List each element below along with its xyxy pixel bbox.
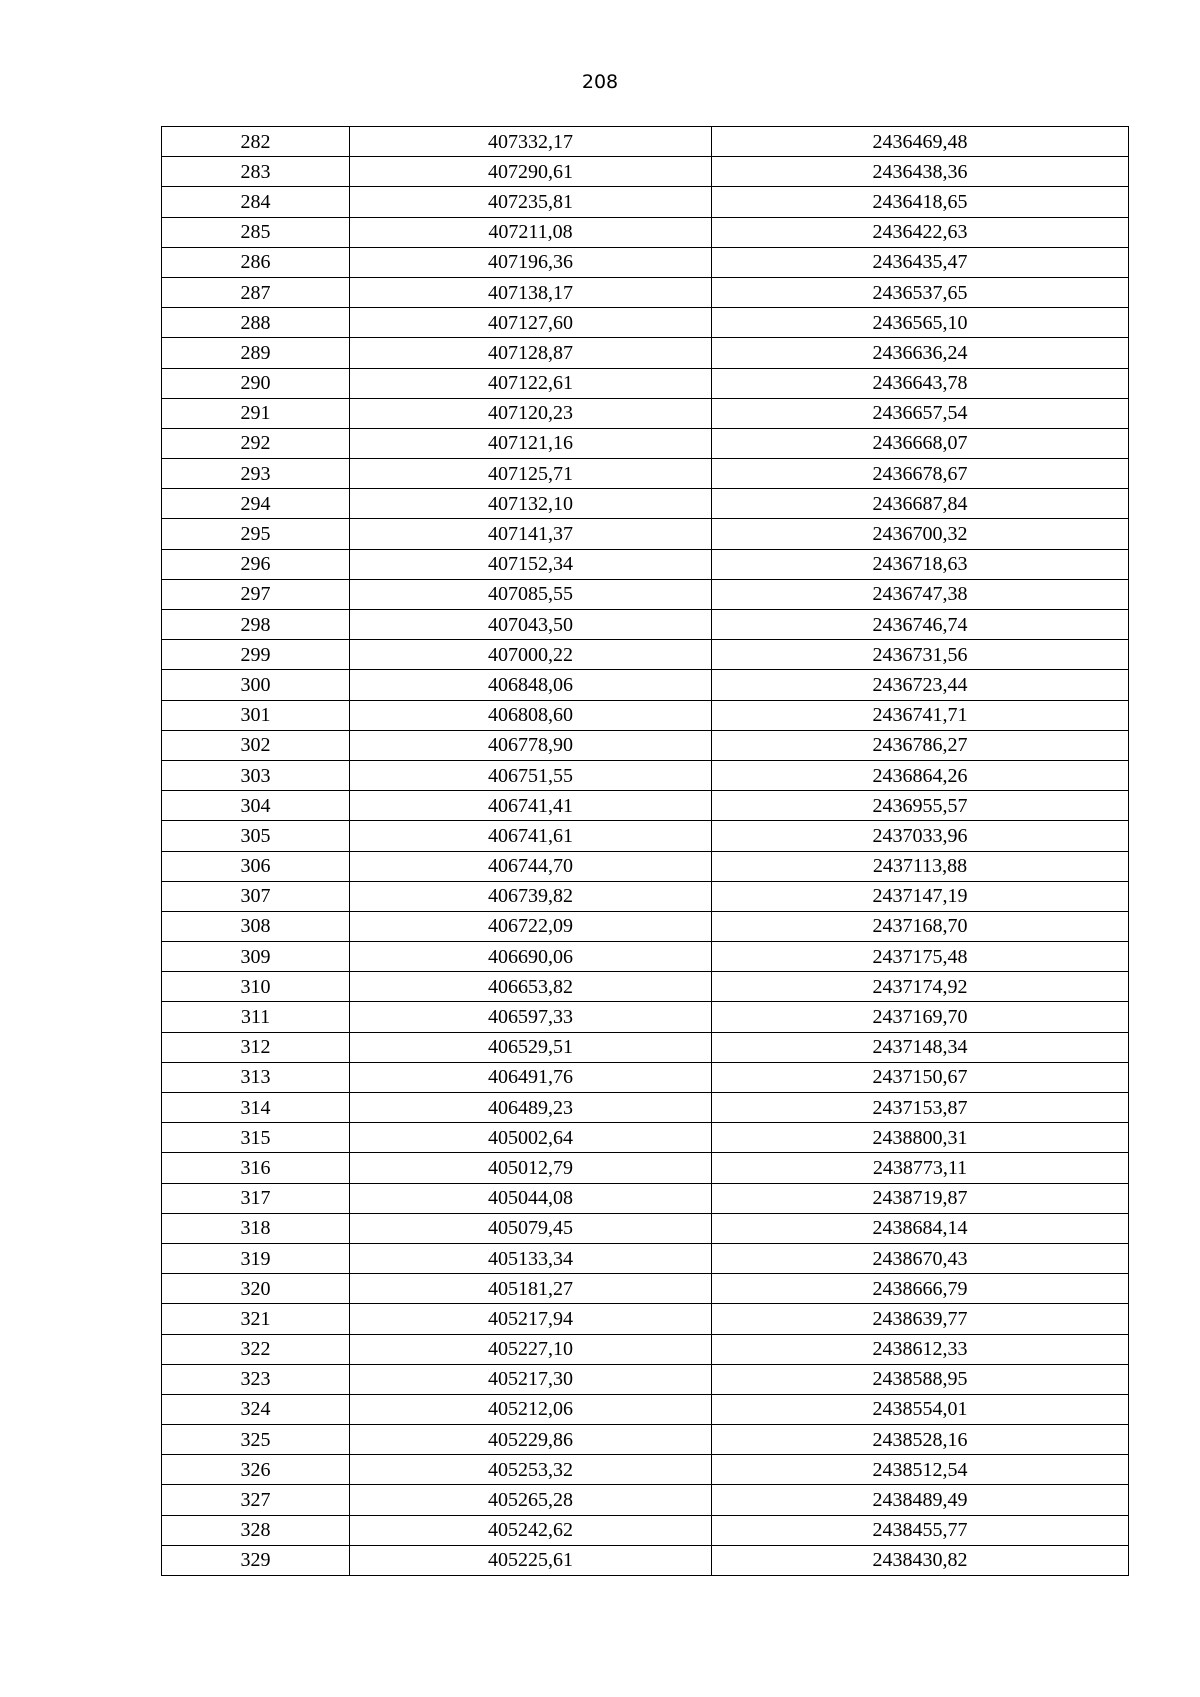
y-coordinate-cell: 2436700,32: [712, 519, 1129, 549]
point-number-cell: 284: [162, 187, 350, 217]
point-number-cell: 297: [162, 579, 350, 609]
y-coordinate-cell: 2437033,96: [712, 821, 1129, 851]
x-coordinate-cell: 405079,45: [350, 1213, 712, 1243]
x-coordinate-cell: 407138,17: [350, 277, 712, 307]
point-number-cell: 285: [162, 217, 350, 247]
point-number-cell: 304: [162, 791, 350, 821]
y-coordinate-cell: 2436636,24: [712, 338, 1129, 368]
y-coordinate-cell: 2436746,74: [712, 610, 1129, 640]
table-row: [162, 489, 1129, 519]
y-coordinate-cell: 2437175,48: [712, 942, 1129, 972]
y-coordinate-cell: 2436723,44: [712, 670, 1129, 700]
point-number-cell: 299: [162, 640, 350, 670]
x-coordinate-cell: 405242,62: [350, 1515, 712, 1545]
table-row: [162, 217, 1129, 247]
y-coordinate-cell: 2436786,27: [712, 730, 1129, 760]
table-row: [162, 549, 1129, 579]
table-row: [162, 610, 1129, 640]
table-row: [162, 1062, 1129, 1092]
y-coordinate-cell: 2438528,16: [712, 1425, 1129, 1455]
x-coordinate-cell: 406597,33: [350, 1002, 712, 1032]
y-coordinate-cell: 2437168,70: [712, 911, 1129, 941]
point-number-cell: 313: [162, 1062, 350, 1092]
table-row: [162, 760, 1129, 790]
table-row: [162, 157, 1129, 187]
x-coordinate-cell: 406739,82: [350, 881, 712, 911]
table-row: [162, 398, 1129, 428]
table-row: [162, 730, 1129, 760]
table-row: [162, 247, 1129, 277]
page-number: 208: [581, 71, 619, 93]
y-coordinate-cell: 2436537,65: [712, 277, 1129, 307]
point-number-cell: 307: [162, 881, 350, 911]
table-row: [162, 1515, 1129, 1545]
point-number-cell: 316: [162, 1153, 350, 1183]
table-row: [162, 670, 1129, 700]
x-coordinate-cell: 407128,87: [350, 338, 712, 368]
table-row: [162, 1364, 1129, 1394]
x-coordinate-cell: 407043,50: [350, 610, 712, 640]
table-row: [162, 308, 1129, 338]
y-coordinate-cell: 2436438,36: [712, 157, 1129, 187]
coordinates-table-body: [162, 127, 1129, 1576]
point-number-cell: 300: [162, 670, 350, 700]
point-number-cell: 317: [162, 1183, 350, 1213]
point-number-cell: 301: [162, 700, 350, 730]
point-number-cell: 320: [162, 1274, 350, 1304]
y-coordinate-cell: 2438670,43: [712, 1243, 1129, 1273]
x-coordinate-cell: 407132,10: [350, 489, 712, 519]
table-row: [162, 1394, 1129, 1424]
point-number-cell: 282: [162, 127, 350, 157]
point-number-cell: 298: [162, 610, 350, 640]
x-coordinate-cell: 405265,28: [350, 1485, 712, 1515]
point-number-cell: 321: [162, 1304, 350, 1334]
table-row: [162, 1425, 1129, 1455]
table-row: [162, 1455, 1129, 1485]
y-coordinate-cell: 2436435,47: [712, 247, 1129, 277]
table-row: [162, 459, 1129, 489]
y-coordinate-cell: 2438612,33: [712, 1334, 1129, 1364]
table-row: [162, 1243, 1129, 1273]
point-number-cell: 318: [162, 1213, 350, 1243]
x-coordinate-cell: 406751,55: [350, 760, 712, 790]
y-coordinate-cell: 2436864,26: [712, 760, 1129, 790]
x-coordinate-cell: 405225,61: [350, 1545, 712, 1575]
y-coordinate-cell: 2438800,31: [712, 1123, 1129, 1153]
table-row: [162, 428, 1129, 458]
point-number-cell: 328: [162, 1515, 350, 1545]
table-row: [162, 1274, 1129, 1304]
table-row: [162, 1213, 1129, 1243]
table-row: [162, 127, 1129, 157]
table-row: [162, 277, 1129, 307]
x-coordinate-cell: 406491,76: [350, 1062, 712, 1092]
point-number-cell: 308: [162, 911, 350, 941]
table-row: [162, 851, 1129, 881]
table-row: [162, 1002, 1129, 1032]
point-number-cell: 315: [162, 1123, 350, 1153]
table-row: [162, 1183, 1129, 1213]
x-coordinate-cell: 406489,23: [350, 1093, 712, 1123]
point-number-cell: 296: [162, 549, 350, 579]
point-number-cell: 323: [162, 1364, 350, 1394]
x-coordinate-cell: 406848,06: [350, 670, 712, 700]
x-coordinate-cell: 405044,08: [350, 1183, 712, 1213]
table-row: [162, 1032, 1129, 1062]
point-number-cell: 310: [162, 972, 350, 1002]
point-number-cell: 327: [162, 1485, 350, 1515]
x-coordinate-cell: 405217,30: [350, 1364, 712, 1394]
point-number-cell: 292: [162, 428, 350, 458]
x-coordinate-cell: 405227,10: [350, 1334, 712, 1364]
x-coordinate-cell: 407127,60: [350, 308, 712, 338]
table-row: [162, 338, 1129, 368]
table-row: [162, 1153, 1129, 1183]
x-coordinate-cell: 405012,79: [350, 1153, 712, 1183]
y-coordinate-cell: 2436422,63: [712, 217, 1129, 247]
point-number-cell: 322: [162, 1334, 350, 1364]
point-number-cell: 303: [162, 760, 350, 790]
point-number-cell: 286: [162, 247, 350, 277]
x-coordinate-cell: 407141,37: [350, 519, 712, 549]
y-coordinate-cell: 2437113,88: [712, 851, 1129, 881]
x-coordinate-cell: 406722,09: [350, 911, 712, 941]
table-row: [162, 881, 1129, 911]
y-coordinate-cell: 2436678,67: [712, 459, 1129, 489]
point-number-cell: 312: [162, 1032, 350, 1062]
x-coordinate-cell: 405002,64: [350, 1123, 712, 1153]
y-coordinate-cell: 2436418,65: [712, 187, 1129, 217]
table-row: [162, 1334, 1129, 1364]
y-coordinate-cell: 2436565,10: [712, 308, 1129, 338]
y-coordinate-cell: 2436741,71: [712, 700, 1129, 730]
x-coordinate-cell: 405133,34: [350, 1243, 712, 1273]
x-coordinate-cell: 406529,51: [350, 1032, 712, 1062]
y-coordinate-cell: 2436718,63: [712, 549, 1129, 579]
y-coordinate-cell: 2436469,48: [712, 127, 1129, 157]
point-number-cell: 289: [162, 338, 350, 368]
x-coordinate-cell: 407290,61: [350, 157, 712, 187]
point-number-cell: 295: [162, 519, 350, 549]
x-coordinate-cell: 405229,86: [350, 1425, 712, 1455]
y-coordinate-cell: 2438639,77: [712, 1304, 1129, 1334]
x-coordinate-cell: 407211,08: [350, 217, 712, 247]
x-coordinate-cell: 407125,71: [350, 459, 712, 489]
point-number-cell: 309: [162, 942, 350, 972]
y-coordinate-cell: 2438489,49: [712, 1485, 1129, 1515]
y-coordinate-cell: 2438666,79: [712, 1274, 1129, 1304]
coordinates-table: [161, 126, 1129, 1576]
table-row: [162, 640, 1129, 670]
x-coordinate-cell: 406741,61: [350, 821, 712, 851]
y-coordinate-cell: 2436731,56: [712, 640, 1129, 670]
y-coordinate-cell: 2436747,38: [712, 579, 1129, 609]
x-coordinate-cell: 406653,82: [350, 972, 712, 1002]
y-coordinate-cell: 2437150,67: [712, 1062, 1129, 1092]
point-number-cell: 305: [162, 821, 350, 851]
table-row: [162, 1123, 1129, 1153]
x-coordinate-cell: 406741,41: [350, 791, 712, 821]
table-row: [162, 942, 1129, 972]
x-coordinate-cell: 407196,36: [350, 247, 712, 277]
table-row: [162, 791, 1129, 821]
table-row: [162, 579, 1129, 609]
y-coordinate-cell: 2436955,57: [712, 791, 1129, 821]
point-number-cell: 288: [162, 308, 350, 338]
x-coordinate-cell: 406744,70: [350, 851, 712, 881]
point-number-cell: 290: [162, 368, 350, 398]
x-coordinate-cell: 407000,22: [350, 640, 712, 670]
x-coordinate-cell: 407085,55: [350, 579, 712, 609]
table-row: [162, 519, 1129, 549]
table-row: [162, 821, 1129, 851]
y-coordinate-cell: 2438455,77: [712, 1515, 1129, 1545]
point-number-cell: 283: [162, 157, 350, 187]
y-coordinate-cell: 2438554,01: [712, 1394, 1129, 1424]
y-coordinate-cell: 2438512,54: [712, 1455, 1129, 1485]
table-row: [162, 1093, 1129, 1123]
point-number-cell: 306: [162, 851, 350, 881]
x-coordinate-cell: 406690,06: [350, 942, 712, 972]
y-coordinate-cell: 2437169,70: [712, 1002, 1129, 1032]
point-number-cell: 329: [162, 1545, 350, 1575]
point-number-cell: 319: [162, 1243, 350, 1273]
x-coordinate-cell: 407122,61: [350, 368, 712, 398]
x-coordinate-cell: 407332,17: [350, 127, 712, 157]
y-coordinate-cell: 2437147,19: [712, 881, 1129, 911]
x-coordinate-cell: 405217,94: [350, 1304, 712, 1334]
x-coordinate-cell: 405181,27: [350, 1274, 712, 1304]
x-coordinate-cell: 405212,06: [350, 1394, 712, 1424]
point-number-cell: 287: [162, 277, 350, 307]
point-number-cell: 324: [162, 1394, 350, 1424]
y-coordinate-cell: 2437153,87: [712, 1093, 1129, 1123]
y-coordinate-cell: 2436643,78: [712, 368, 1129, 398]
y-coordinate-cell: 2436668,07: [712, 428, 1129, 458]
table-row: [162, 1485, 1129, 1515]
point-number-cell: 325: [162, 1425, 350, 1455]
y-coordinate-cell: 2438430,82: [712, 1545, 1129, 1575]
y-coordinate-cell: 2437174,92: [712, 972, 1129, 1002]
x-coordinate-cell: 407120,23: [350, 398, 712, 428]
table-row: [162, 187, 1129, 217]
point-number-cell: 294: [162, 489, 350, 519]
y-coordinate-cell: 2436657,54: [712, 398, 1129, 428]
x-coordinate-cell: 407152,34: [350, 549, 712, 579]
x-coordinate-cell: 405253,32: [350, 1455, 712, 1485]
table-row: [162, 368, 1129, 398]
point-number-cell: 302: [162, 730, 350, 760]
y-coordinate-cell: 2437148,34: [712, 1032, 1129, 1062]
x-coordinate-cell: 407121,16: [350, 428, 712, 458]
table-row: [162, 972, 1129, 1002]
x-coordinate-cell: 406778,90: [350, 730, 712, 760]
y-coordinate-cell: 2438684,14: [712, 1213, 1129, 1243]
y-coordinate-cell: 2438588,95: [712, 1364, 1129, 1394]
y-coordinate-cell: 2438719,87: [712, 1183, 1129, 1213]
y-coordinate-cell: 2436687,84: [712, 489, 1129, 519]
y-coordinate-cell: 2438773,11: [712, 1153, 1129, 1183]
point-number-cell: 326: [162, 1455, 350, 1485]
point-number-cell: 314: [162, 1093, 350, 1123]
table-row: [162, 911, 1129, 941]
table-row: [162, 700, 1129, 730]
x-coordinate-cell: 406808,60: [350, 700, 712, 730]
point-number-cell: 311: [162, 1002, 350, 1032]
table-row: [162, 1545, 1129, 1575]
point-number-cell: 291: [162, 398, 350, 428]
point-number-cell: 293: [162, 459, 350, 489]
x-coordinate-cell: 407235,81: [350, 187, 712, 217]
table-row: [162, 1304, 1129, 1334]
